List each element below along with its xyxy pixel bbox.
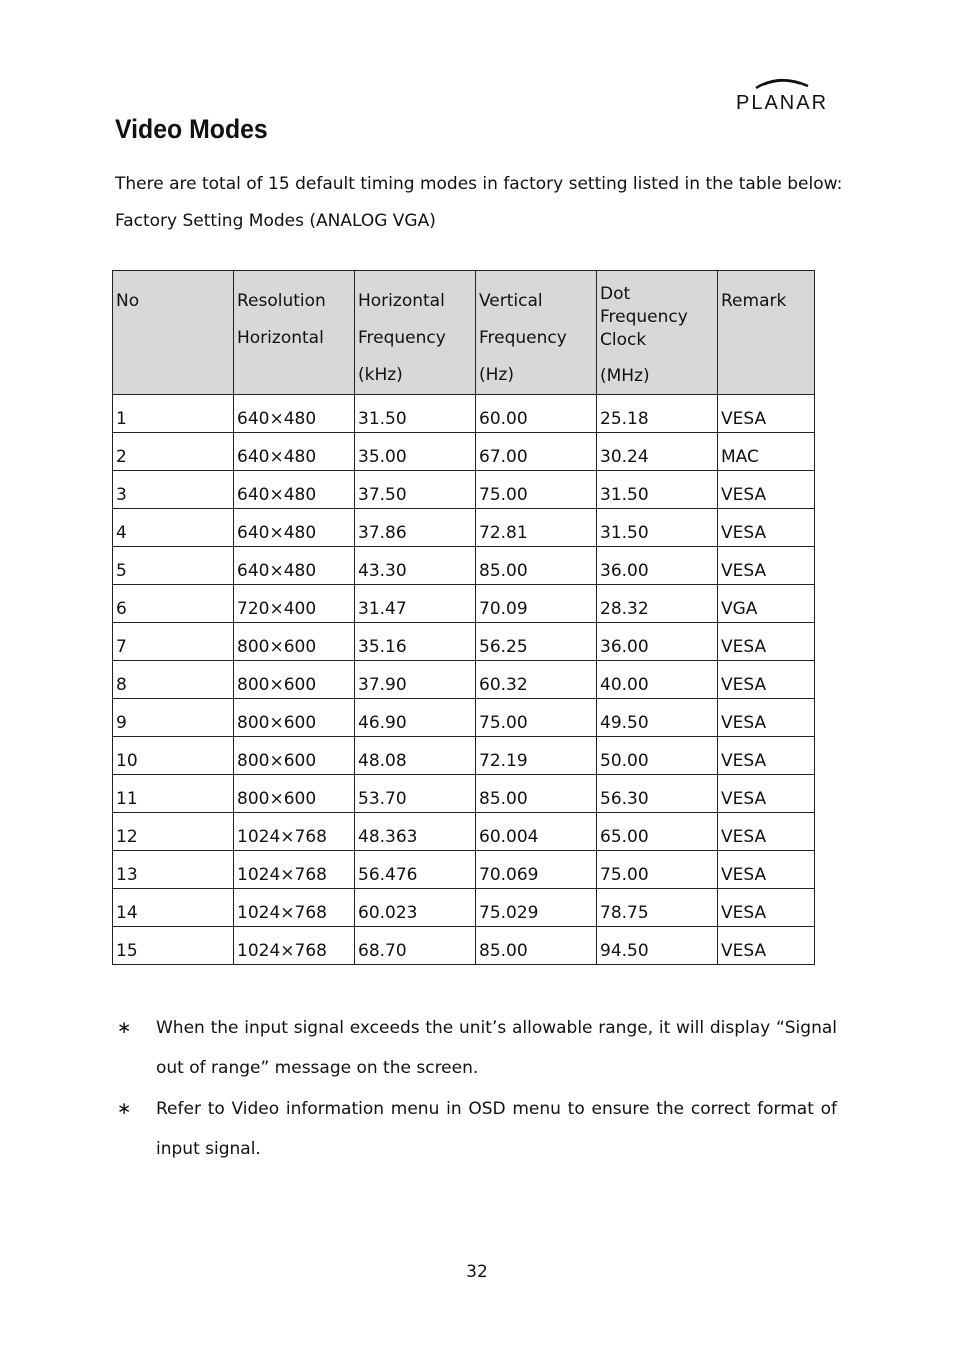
table-header-row: [113, 271, 815, 395]
table-row: [113, 509, 815, 547]
table-cell: 14: [113, 889, 234, 927]
table-cell: VESA: [718, 889, 815, 927]
table-cell: VESA: [718, 623, 815, 661]
table-cell: 94.50: [597, 927, 718, 965]
note-item: [115, 1008, 837, 1088]
table-cell: 75.00: [476, 471, 597, 509]
table-cell: VESA: [718, 851, 815, 889]
table-cell: 78.75: [597, 889, 718, 927]
table-row: [113, 813, 815, 851]
table-cell: 1024×768: [234, 927, 355, 965]
table-cell: VESA: [718, 737, 815, 775]
table-cell: 65.00: [597, 813, 718, 851]
column-header-line: Horizontal: [237, 328, 324, 348]
table-cell: 36.00: [597, 623, 718, 661]
table-cell: 56.476: [355, 851, 476, 889]
table-cell: 56.30: [597, 775, 718, 813]
table-cell: 75.029: [476, 889, 597, 927]
table-cell: 37.86: [355, 509, 476, 547]
column-header: [113, 271, 234, 395]
table-cell: 60.023: [355, 889, 476, 927]
column-header-line: Frequency: [600, 307, 688, 327]
table-row: [113, 889, 815, 927]
table-cell: 1024×768: [234, 889, 355, 927]
column-header-line: Remark: [721, 291, 787, 311]
table-cell: 28.32: [597, 585, 718, 623]
table-cell: 75.00: [597, 851, 718, 889]
table-cell: 72.81: [476, 509, 597, 547]
table-cell: 800×600: [234, 699, 355, 737]
table-cell: 48.363: [355, 813, 476, 851]
asterisk-icon: ∗: [117, 1018, 132, 1038]
table-cell: 60.00: [476, 395, 597, 433]
table-cell: 35.16: [355, 623, 476, 661]
table-cell: 85.00: [476, 547, 597, 585]
table-cell: 640×480: [234, 509, 355, 547]
table-cell: 31.47: [355, 585, 476, 623]
table-cell: 40.00: [597, 661, 718, 699]
table-cell: 640×480: [234, 547, 355, 585]
table-cell: 800×600: [234, 623, 355, 661]
page-number: 32: [466, 1262, 488, 1282]
page-title: Video Modes: [115, 114, 268, 144]
column-header-line: (kHz): [358, 365, 403, 385]
table-row: [113, 547, 815, 585]
column-header: [234, 271, 355, 395]
table-cell: 15: [113, 927, 234, 965]
table-cell: 9: [113, 699, 234, 737]
table-cell: 46.90: [355, 699, 476, 737]
video-modes-table: [112, 270, 815, 965]
column-header: [597, 271, 718, 395]
table-caption: Factory Setting Modes (ANALOG VGA): [115, 211, 436, 231]
table-cell: VESA: [718, 813, 815, 851]
table-cell: 720×400: [234, 585, 355, 623]
table-cell: VGA: [718, 585, 815, 623]
table-row: [113, 623, 815, 661]
table-cell: 640×480: [234, 471, 355, 509]
column-header-line: Frequency: [479, 328, 567, 348]
table-cell: 2: [113, 433, 234, 471]
table-cell: 6: [113, 585, 234, 623]
table-cell: 49.50: [597, 699, 718, 737]
note-text: When the input signal exceeds the unit’s allowable range, it will display “Signal out of range” message on the screen.: [156, 1018, 837, 1078]
table-cell: 60.004: [476, 813, 597, 851]
table-row: [113, 471, 815, 509]
table-cell: 48.08: [355, 737, 476, 775]
table-cell: 1: [113, 395, 234, 433]
table-cell: 85.00: [476, 775, 597, 813]
note-item: [115, 1089, 837, 1169]
table-cell: 70.069: [476, 851, 597, 889]
column-header-line: No: [116, 291, 140, 311]
table-cell: 37.90: [355, 661, 476, 699]
table-row: [113, 661, 815, 699]
column-header: [476, 271, 597, 395]
table-cell: 25.18: [597, 395, 718, 433]
table-cell: 72.19: [476, 737, 597, 775]
table-cell: 60.32: [476, 661, 597, 699]
table-cell: 75.00: [476, 699, 597, 737]
table-cell: 70.09: [476, 585, 597, 623]
column-header-line: Dot: [600, 284, 631, 304]
table-cell: 10: [113, 737, 234, 775]
table-row: [113, 775, 815, 813]
table-cell: 30.24: [597, 433, 718, 471]
table-cell: 31.50: [597, 509, 718, 547]
table-cell: 13: [113, 851, 234, 889]
table-row: [113, 585, 815, 623]
table-cell: VESA: [718, 395, 815, 433]
table-cell: 3: [113, 471, 234, 509]
table-cell: 31.50: [355, 395, 476, 433]
column-header-line: Vertical: [479, 291, 543, 311]
column-header-line: Frequency: [358, 328, 446, 348]
logo-text: PLANAR: [735, 92, 829, 114]
note-text: Refer to Video information menu in OSD menu to ensure the correct format of input signal.: [156, 1099, 837, 1159]
intro-text: There are total of 15 default timing modes in factory setting listed in the table below:: [115, 174, 843, 194]
table-cell: 37.50: [355, 471, 476, 509]
table-cell: 43.30: [355, 547, 476, 585]
table-cell: 7: [113, 623, 234, 661]
table-cell: 800×600: [234, 661, 355, 699]
table-row: [113, 395, 815, 433]
table-cell: VESA: [718, 699, 815, 737]
table-row: [113, 699, 815, 737]
column-header-line: Horizontal: [358, 291, 445, 311]
table-cell: 50.00: [597, 737, 718, 775]
table-cell: 56.25: [476, 623, 597, 661]
table-cell: 1024×768: [234, 851, 355, 889]
table-cell: VESA: [718, 661, 815, 699]
table-cell: 36.00: [597, 547, 718, 585]
column-header-line: Clock: [600, 330, 647, 350]
table-cell: VESA: [718, 775, 815, 813]
column-header-line: Resolution: [237, 291, 326, 311]
table-cell: 800×600: [234, 775, 355, 813]
table-cell: 68.70: [355, 927, 476, 965]
column-header: [355, 271, 476, 395]
table-cell: 12: [113, 813, 234, 851]
table-cell: 640×480: [234, 395, 355, 433]
column-header-line: (MHz): [600, 366, 650, 386]
column-header-line: (Hz): [479, 365, 514, 385]
table-body: [113, 395, 815, 965]
table-cell: 4: [113, 509, 234, 547]
table-cell: 640×480: [234, 433, 355, 471]
planar-logo: [724, 76, 840, 116]
table-row: [113, 927, 815, 965]
table-cell: VESA: [718, 471, 815, 509]
table-cell: 1024×768: [234, 813, 355, 851]
table-cell: 31.50: [597, 471, 718, 509]
table-cell: VESA: [718, 547, 815, 585]
table-row: [113, 433, 815, 471]
table-cell: VESA: [718, 509, 815, 547]
table-cell: 5: [113, 547, 234, 585]
table-cell: VESA: [718, 927, 815, 965]
table-cell: 800×600: [234, 737, 355, 775]
table-cell: 67.00: [476, 433, 597, 471]
table-cell: 8: [113, 661, 234, 699]
notes-list: [115, 1008, 837, 1170]
table-row: [113, 851, 815, 889]
asterisk-icon: ∗: [117, 1099, 132, 1119]
column-header: [718, 271, 815, 395]
table-cell: 11: [113, 775, 234, 813]
table-cell: 85.00: [476, 927, 597, 965]
logo-swoosh-icon: [754, 76, 810, 90]
table-cell: 35.00: [355, 433, 476, 471]
table-row: [113, 737, 815, 775]
table-cell: MAC: [718, 433, 815, 471]
table-cell: 53.70: [355, 775, 476, 813]
